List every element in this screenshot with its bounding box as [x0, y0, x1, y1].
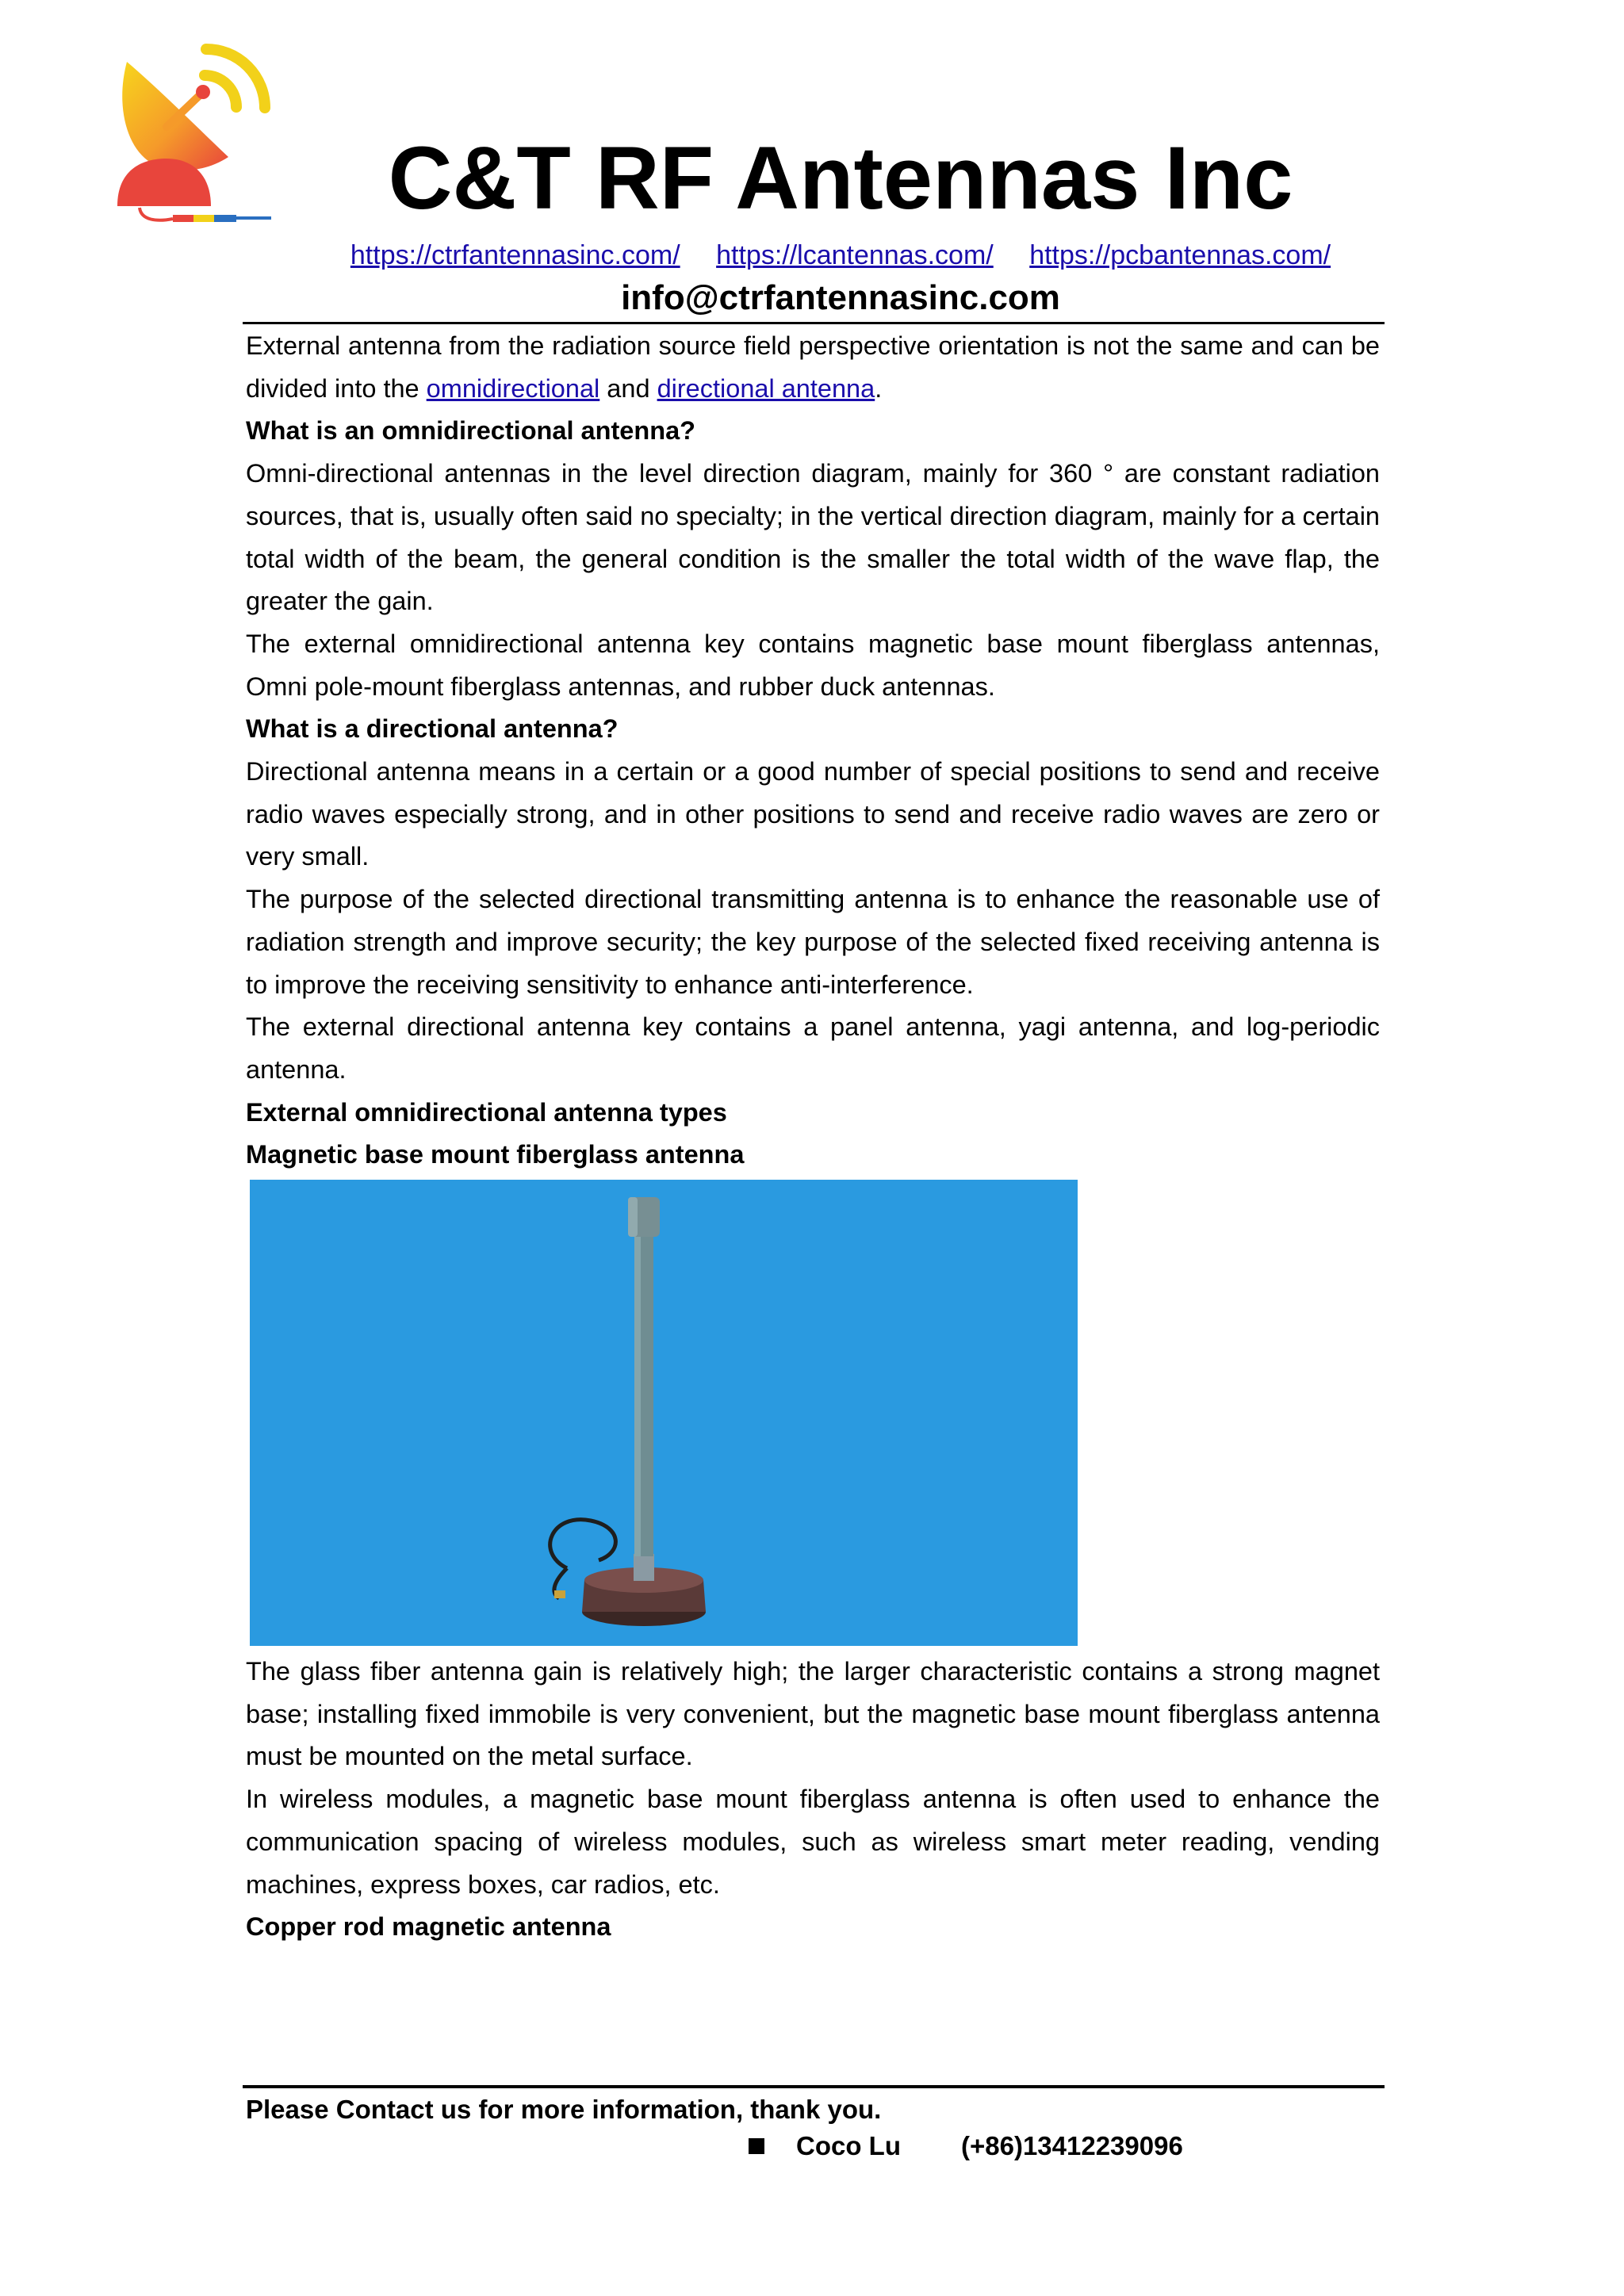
directional-paragraph-3: The external directional antenna key contains a panel antenna, yagi antenna, and log-periodic antenna. [246, 1012, 1380, 1084]
website-links [246, 238, 1435, 273]
types-heading: External omnidirectional antenna types [246, 1097, 727, 1127]
company-name: C&T RF Antennas Inc [388, 128, 1293, 228]
copper-heading: Copper rod magnetic antenna [246, 1912, 611, 1942]
magnetic-paragraph-1: The glass fiber antenna gain is relatively high; the larger characteristic contains a strong magnet base; installing fixed immobile is very convenient, but the magnetic base mount fiberglass antenna must be mounted on the metal surface. [246, 1657, 1380, 1771]
footer-divider [243, 2085, 1385, 2088]
link-pcbantennas[interactable]: https://pcbantennas.com/ [1029, 240, 1331, 270]
antenna-photo [250, 1180, 1078, 1646]
directional-heading: What is a directional antenna? [246, 714, 619, 744]
directional-paragraph-2: The purpose of the selected directional transmitting antenna is to enhance the reasonable use of radiation strength and improve security; the key purpose of the selected fixed receiving antenna is to improve the receiving sensitivity to enhance anti-interference. [246, 885, 1380, 999]
omni-heading: What is an omnidirectional antenna? [246, 416, 696, 446]
omni-paragraph-1: Omni-directional antennas in the level direction diagram, mainly for 360 ° are constant radiation sources, that is, usually often said no specialty; in the vertical direction diagram, mainly for a certain total width of the beam, the general condition is the smaller the total width of the wave flap, the greater the gain. [246, 459, 1380, 616]
footer-contact-note: Please Contact us for more information, thank you. [246, 2095, 882, 2124]
contact-phone: (+86)13412239096 [960, 2131, 1183, 2160]
omnidirectional-link[interactable]: omnidirectional [426, 373, 600, 403]
contact-name: Coco Lu [796, 2131, 901, 2160]
footer-contact-person [749, 2126, 1183, 2166]
directional-antenna-link[interactable]: directional antenna [657, 373, 875, 403]
link-ctrfantennasinc[interactable]: https://ctrfantennasinc.com/ [350, 240, 680, 270]
contact-email: info@ctrfantennasinc.com [621, 278, 1060, 317]
header-divider [243, 322, 1385, 324]
omni-paragraph-2: The external omnidirectional antenna key contains magnetic base mount fiberglass antennas, Omni pole-mount fiberglass antennas, and rubber duck antennas. [246, 629, 1380, 701]
magnetic-paragraph-2: In wireless modules, a magnetic base mount fiberglass antenna is often used to enhance the communication spacing of wireless modules, such as wireless smart meter reading, vending machines, express boxes, car radios, etc. [246, 1785, 1380, 1899]
intro-paragraph: External antenna from the radiation source field perspective orientation is not the same and can be divided into the omnidirectional and directional antenna. [246, 331, 1380, 403]
directional-paragraph-1: Directional antenna means in a certain or a good number of special positions to send and receive radio waves especially strong, and in other positions to send and receive radio waves are zero or very small. [246, 757, 1380, 871]
square-bullet-icon [749, 2138, 764, 2154]
magnetic-heading: Magnetic base mount fiberglass antenna [246, 1140, 745, 1169]
article-body [246, 325, 1380, 1949]
link-lcantennas[interactable]: https://lcantennas.com/ [716, 240, 994, 270]
